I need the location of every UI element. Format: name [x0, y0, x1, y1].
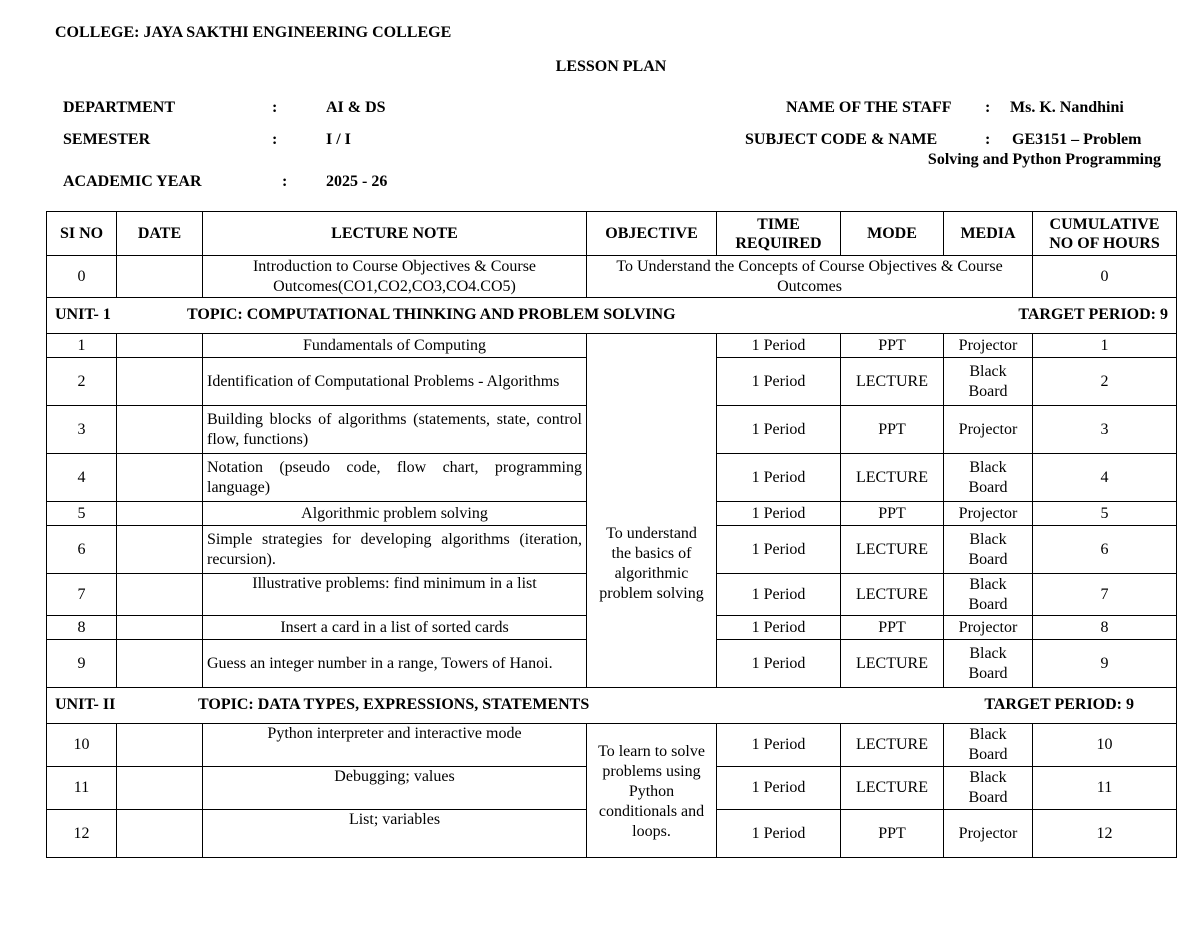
row-media: Black Board	[944, 574, 1033, 616]
row-cumulative: 5	[1033, 502, 1177, 526]
row-mode: PPT	[841, 616, 944, 640]
row-lecture: Notation (pseudo code, flow chart, programming language)	[203, 454, 587, 502]
row-date	[117, 334, 203, 358]
row-lecture: Simple strategies for developing algorithms (iteration, recursion).	[203, 526, 587, 574]
table-row	[47, 256, 1177, 298]
col-header-cumulative: CUMULATIVE NO OF HOURS	[1033, 212, 1177, 256]
row-mode: PPT	[841, 810, 944, 858]
row-time: 1 Period	[717, 810, 841, 858]
row-date	[117, 767, 203, 810]
row-sno: 2	[47, 358, 117, 406]
table-row	[47, 334, 1177, 358]
subject-colon: :	[985, 131, 991, 148]
col-header-lecture-note: LECTURE NOTE	[203, 212, 587, 256]
document-title: LESSON PLAN	[555, 58, 667, 75]
row-sno: 8	[47, 616, 117, 640]
row-time: 1 Period	[717, 767, 841, 810]
table-row	[47, 724, 1177, 767]
row-media: Black Board	[944, 526, 1033, 574]
intro-lecture: Introduction to Course Objectives & Course Outcomes(CO1,CO2,CO3,CO4.CO5)	[203, 256, 587, 298]
row-cumulative: 4	[1033, 454, 1177, 502]
row-sno: 4	[47, 454, 117, 502]
row-date	[117, 574, 203, 616]
table-header-row	[47, 212, 1177, 256]
row-date	[117, 640, 203, 688]
row-date	[117, 358, 203, 406]
unit1-label: UNIT- 1	[55, 306, 111, 323]
row-date	[117, 616, 203, 640]
row-lecture: Identification of Computational Problems - Algorithms	[203, 358, 587, 406]
college-name: COLLEGE: JAYA SAKTHI ENGINEERING COLLEGE	[55, 24, 452, 41]
row-cumulative: 2	[1033, 358, 1177, 406]
row-date	[117, 724, 203, 767]
staff-label: NAME OF THE STAFF	[786, 99, 952, 116]
unit2-objective: To learn to solve problems using Python conditionals and loops.	[587, 724, 717, 858]
col-header-sino: SI NO	[47, 212, 117, 256]
unit2-label: UNIT- II	[55, 696, 116, 713]
row-time: 1 Period	[717, 454, 841, 502]
row-media: Black Board	[944, 454, 1033, 502]
row-time: 1 Period	[717, 406, 841, 454]
row-mode: LECTURE	[841, 640, 944, 688]
row-cumulative: 6	[1033, 526, 1177, 574]
row-cumulative: 10	[1033, 724, 1177, 767]
row-cumulative: 3	[1033, 406, 1177, 454]
unit1-objective: To understand the basics of algorithmic problem solving	[587, 334, 717, 688]
row-mode: LECTURE	[841, 724, 944, 767]
row-media: Black Board	[944, 724, 1033, 767]
intro-date	[117, 256, 203, 298]
col-header-media: MEDIA	[944, 212, 1033, 256]
row-sno: 12	[47, 810, 117, 858]
intro-cumulative: 0	[1033, 256, 1177, 298]
row-cumulative: 11	[1033, 767, 1177, 810]
row-media: Projector	[944, 502, 1033, 526]
subject-value-line2: Solving and Python Programming	[927, 151, 1161, 168]
row-media: Black Board	[944, 767, 1033, 810]
row-sno: 6	[47, 526, 117, 574]
row-time: 1 Period	[717, 640, 841, 688]
lesson-plan-table	[46, 211, 1177, 858]
row-media: Projector	[944, 810, 1033, 858]
row-sno: 1	[47, 334, 117, 358]
semester-label: SEMESTER	[63, 131, 151, 148]
subject-value-line1: GE3151 – Problem	[1012, 131, 1142, 148]
semester-colon: :	[272, 131, 278, 148]
row-mode: LECTURE	[841, 767, 944, 810]
row-date	[117, 502, 203, 526]
row-lecture: Illustrative problems: find minimum in a list	[203, 574, 587, 616]
row-sno: 5	[47, 502, 117, 526]
row-cumulative: 8	[1033, 616, 1177, 640]
row-mode: PPT	[841, 406, 944, 454]
row-media: Projector	[944, 334, 1033, 358]
col-header-mode: MODE	[841, 212, 944, 256]
unit1-header-row	[47, 298, 1177, 334]
row-sno: 9	[47, 640, 117, 688]
department-label: DEPARTMENT	[63, 99, 176, 116]
row-date	[117, 810, 203, 858]
row-sno: 11	[47, 767, 117, 810]
intro-sno: 0	[47, 256, 117, 298]
row-time: 1 Period	[717, 526, 841, 574]
row-media: Black Board	[944, 358, 1033, 406]
col-header-date: DATE	[117, 212, 203, 256]
row-lecture: Python interpreter and interactive mode	[203, 724, 587, 767]
unit2-topic: TOPIC: DATA TYPES, EXPRESSIONS, STATEMENTS	[198, 696, 590, 713]
row-date	[117, 526, 203, 574]
row-lecture: Algorithmic problem solving	[203, 502, 587, 526]
row-time: 1 Period	[717, 358, 841, 406]
row-mode: LECTURE	[841, 358, 944, 406]
staff-colon: :	[985, 99, 991, 116]
row-lecture: Insert a card in a list of sorted cards	[203, 616, 587, 640]
row-sno: 7	[47, 574, 117, 616]
row-time: 1 Period	[717, 724, 841, 767]
row-time: 1 Period	[717, 334, 841, 358]
row-cumulative: 12	[1033, 810, 1177, 858]
staff-value: Ms. K. Nandhini	[1010, 99, 1124, 116]
row-mode: LECTURE	[841, 454, 944, 502]
row-media: Projector	[944, 406, 1033, 454]
semester-value: I / I	[326, 131, 351, 148]
academic-year-value: 2025 - 26	[326, 173, 388, 190]
unit1-target: TARGET PERIOD: 9	[1018, 306, 1168, 323]
unit2-target: TARGET PERIOD: 9	[984, 696, 1134, 713]
row-cumulative: 9	[1033, 640, 1177, 688]
academic-year-label: ACADEMIC YEAR	[63, 173, 202, 190]
row-lecture: List; variables	[203, 810, 587, 858]
row-mode: LECTURE	[841, 574, 944, 616]
row-sno: 3	[47, 406, 117, 454]
row-cumulative: 7	[1033, 574, 1177, 616]
department-value: AI & DS	[326, 99, 386, 116]
row-media: Black Board	[944, 640, 1033, 688]
row-mode: PPT	[841, 502, 944, 526]
col-header-objective: OBJECTIVE	[587, 212, 717, 256]
row-date	[117, 454, 203, 502]
row-lecture: Guess an integer number in a range, Towers of Hanoi.	[203, 640, 587, 688]
subject-label: SUBJECT CODE & NAME	[745, 131, 938, 148]
unit2-header-row	[47, 688, 1177, 724]
row-cumulative: 1	[1033, 334, 1177, 358]
row-time: 1 Period	[717, 502, 841, 526]
row-time: 1 Period	[717, 616, 841, 640]
row-lecture: Debugging; values	[203, 767, 587, 810]
row-mode: LECTURE	[841, 526, 944, 574]
row-lecture: Fundamentals of Computing	[203, 334, 587, 358]
row-time: 1 Period	[717, 574, 841, 616]
row-media: Projector	[944, 616, 1033, 640]
row-sno: 10	[47, 724, 117, 767]
col-header-time-required: TIME REQUIRED	[717, 212, 841, 256]
department-colon: :	[272, 99, 278, 116]
row-lecture: Building blocks of algorithms (statements, state, control flow, functions)	[203, 406, 587, 454]
academic-year-colon: :	[282, 173, 288, 190]
intro-objective: To Understand the Concepts of Course Objectives & Course Outcomes	[587, 256, 1033, 298]
row-date	[117, 406, 203, 454]
unit1-topic: TOPIC: COMPUTATIONAL THINKING AND PROBLEM SOLVING	[187, 306, 676, 323]
row-mode: PPT	[841, 334, 944, 358]
